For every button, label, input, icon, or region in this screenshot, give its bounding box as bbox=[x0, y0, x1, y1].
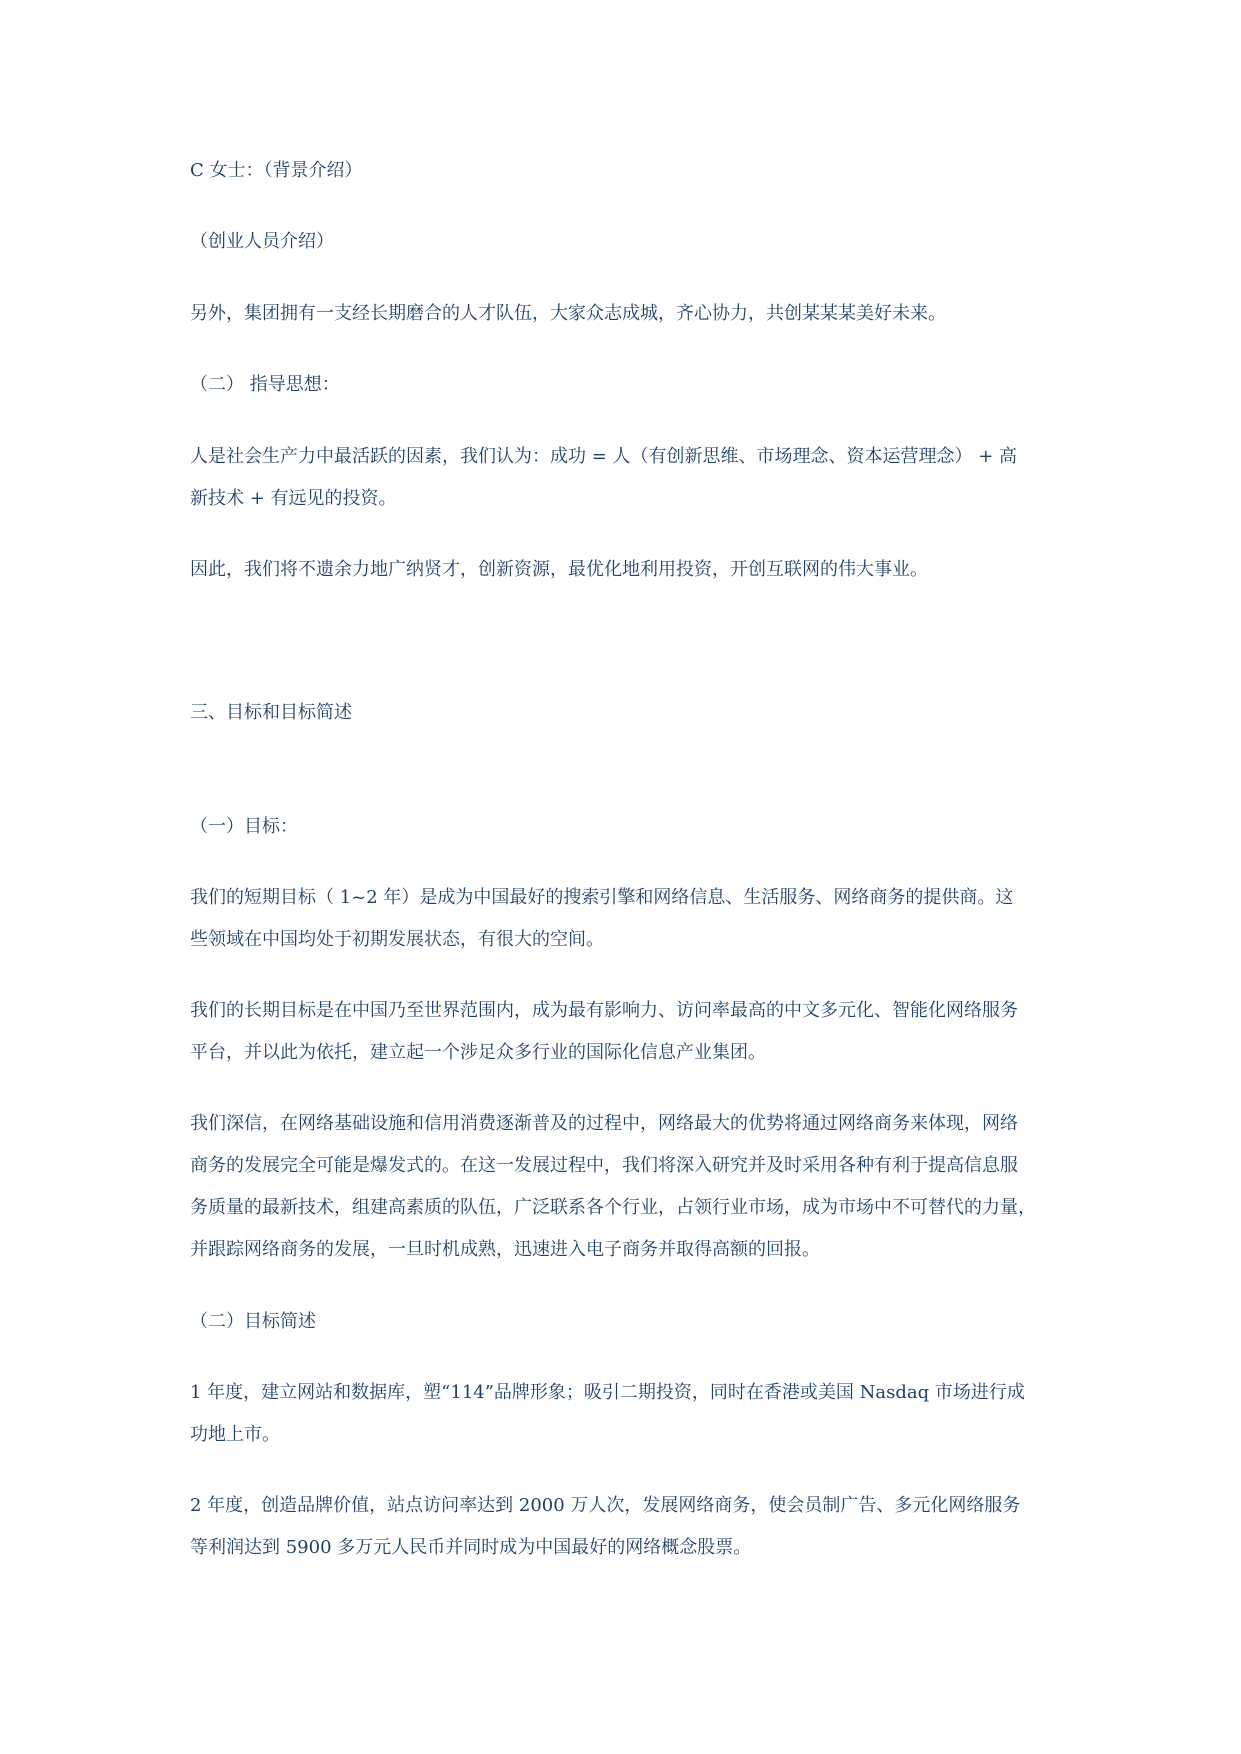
chapter-heading: 三、目标和目标简述 bbox=[190, 702, 352, 723]
paragraph-line: 并跟踪网络商务的发展，一旦时机成熟，迅速进入电子商务并取得高额的回报。 bbox=[190, 1239, 820, 1260]
paragraph-line: 我们的短期目标（ 1~2 年）是成为中国最好的搜索引擎和网络信息、生活服务、网络商务的提供商。这 bbox=[190, 887, 1014, 908]
section-heading: （一）目标： bbox=[190, 816, 298, 837]
paragraph-line: 等利润达到 5900 多万元人民币并同时成为中国最好的网络概念股票。 bbox=[190, 1537, 752, 1558]
paragraph-line: 商务的发展完全可能是爆发式的。在这一发展过程中，我们将深入研究并及时采用各种有利于提高信息服 bbox=[190, 1155, 1018, 1176]
paragraph-line: 2 年度，创造品牌价值，站点访问率达到 2000 万人次，发展网络商务，使会员制广告、多元化网络服务 bbox=[190, 1495, 1021, 1516]
paragraph-line: 我们的长期目标是在中国乃至世界范围内，成为最有影响力、访问率最高的中文多元化、智能化网络服务 bbox=[190, 1000, 1018, 1021]
paragraph-line: 平台，并以此为依托，建立起一个涉足众多行业的国际化信息产业集团。 bbox=[190, 1042, 766, 1063]
paragraph-line: C 女士：（背景介绍） bbox=[190, 160, 363, 181]
paragraph-line: 人是社会生产力中最活跃的因素，我们认为：成功 = 人（有创新思维、市场理念、资本运营理念） + 高 bbox=[190, 446, 1018, 467]
paragraph-line: 1 年度，建立网站和数据库，塑“114”品牌形象；吸引二期投资，同时在香港或美国 Nasdaq 市场进行成 bbox=[190, 1382, 1025, 1403]
paragraph-line: 功地上市。 bbox=[190, 1424, 280, 1445]
paragraph-line: 些领域在中国均处于初期发展状态，有很大的空间。 bbox=[190, 929, 604, 950]
paragraph-line: 因此，我们将不遗余力地广纳贤才，创新资源，最优化地利用投资，开创互联网的伟大事业。 bbox=[190, 559, 928, 580]
paragraph-line: （创业人员介绍） bbox=[190, 231, 334, 252]
paragraph-line: 新技术 + 有远见的投资。 bbox=[190, 488, 397, 509]
paragraph-line: 我们深信，在网络基础设施和信用消费逐渐普及的过程中，网络最大的优势将通过网络商务来体现，网络 bbox=[190, 1113, 1018, 1134]
section-heading: （二）目标简述 bbox=[190, 1311, 316, 1332]
paragraph-line: 另外，集团拥有一支经长期磨合的人才队伍，大家众志成城，齐心协力，共创某某某美好未来。 bbox=[190, 303, 946, 324]
section-heading: （二） 指导思想： bbox=[190, 374, 340, 395]
paragraph-line: 务质量的最新技术，组建高素质的队伍，广泛联系各个行业，占领行业市场，成为市场中不可替代的力量， bbox=[190, 1197, 1036, 1218]
